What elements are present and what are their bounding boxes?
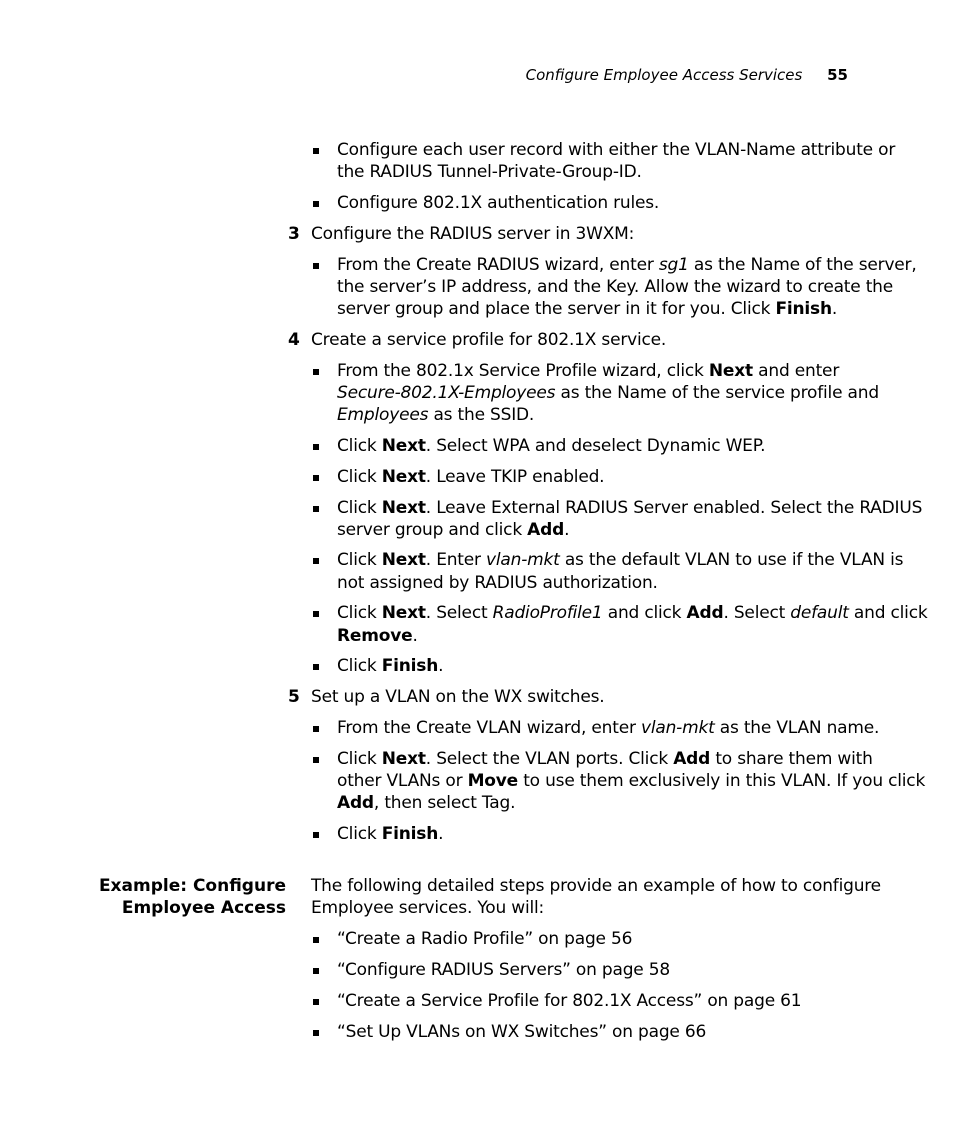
text-line [337,823,443,845]
bullet-icon [313,968,319,974]
italic-term: vlan-mkt [640,718,715,738]
bullet-icon [313,1030,319,1036]
bullet-icon [313,558,319,564]
text-line [337,572,658,594]
text-line [337,192,659,214]
text-run: . Select [723,603,791,623]
text-run: as the SSID. [428,405,535,425]
bullet-icon [313,263,319,269]
text-run: From the Create VLAN wizard, enter [337,718,641,738]
italic-term: default [790,603,849,623]
text-run: Configure 802.1X authentication rules. [337,193,660,213]
text-run: . Select the VLAN ports. Click [425,749,674,769]
text-run: “Create a Service Profile for 802.1X Access” on page 61 [337,991,802,1011]
text-run: server group and place the server in it for you. Click [337,299,776,319]
bold-term: Add [686,603,724,623]
text-line [337,360,839,382]
bullet-icon [313,664,319,670]
bullet-icon [313,201,319,207]
text-line [337,298,837,320]
running-header [526,66,848,84]
bold-term: Add [527,520,565,540]
bullet-icon [313,611,319,617]
text-line [337,435,765,457]
text-run: as the default VLAN to use if the VLAN is [559,550,904,570]
italic-term: Employees [337,405,429,425]
bullet-icon [313,999,319,1005]
text-run: not assigned by RADIUS authorization. [337,573,658,593]
bold-term: Next [381,550,426,570]
italic-term: RadioProfile1 [492,603,603,623]
text-run: Click [337,550,382,570]
text-line [337,602,928,624]
text-line [337,549,903,571]
bullet-icon [313,148,319,154]
text-run: the RADIUS Tunnel-Private-Group-ID. [337,162,642,182]
page-number: 55 [827,66,848,84]
text-run: . Enter [425,550,487,570]
bullet-icon [313,506,319,512]
text-run: Set up a VLAN on the WX switches. [311,687,605,707]
bold-term: Next [708,361,753,381]
text-line [337,404,534,426]
text-run: “Create a Radio Profile” on page 56 [337,929,633,949]
bold-term: Finish [381,656,439,676]
text-run: From the 802.1x Service Profile wizard, click [337,361,709,381]
header-title: Configure Employee Access Services [525,66,803,84]
text-run: to share them with [710,749,873,769]
text-run: other VLANs or [337,771,468,791]
text-run: Configure each user record with either the VLAN-Name attribute or [337,140,896,160]
text-run: Click [337,824,382,844]
bullet-icon [313,937,319,943]
bold-term: Add [337,793,374,813]
step-number: 4 [288,330,300,350]
italic-term: vlan-mkt [486,550,560,570]
text-line [337,466,604,488]
text-run: . [564,520,570,540]
text-run: . Select [425,603,493,623]
text-run: the server’s IP address, and the Key. Allow the wizard to create the [337,277,894,297]
text-line [311,223,634,245]
step-number: 5 [288,687,300,707]
text-run: . [438,656,444,676]
bold-term: Finish [775,299,832,319]
side-heading-line-1: Example: Configure [98,876,286,896]
bold-term: Move [467,771,519,791]
bullet-icon [313,444,319,450]
text-run: Click [337,656,382,676]
text-line [337,625,418,647]
bold-term: Next [381,467,426,487]
text-run: . Select WPA and deselect Dynamic WEP. [425,436,766,456]
text-line [337,655,443,677]
text-run: Employee services. You will: [311,898,545,918]
text-line [311,686,604,708]
text-run: . [438,824,444,844]
text-line [337,254,917,276]
italic-term: sg1 [658,255,689,275]
bullet-icon [313,726,319,732]
text-line [337,382,879,404]
text-line [337,1021,706,1043]
text-line [337,161,642,183]
bold-term: Finish [381,824,439,844]
bullet-icon [313,832,319,838]
text-run: server group and click [337,520,528,540]
text-run: Click [337,498,382,518]
text-run: , then select Tag. [373,793,516,813]
text-run: Configure the RADIUS server in 3WXM: [311,224,635,244]
bullet-icon [313,757,319,763]
step-number: 3 [288,224,300,244]
text-run: Click [337,749,382,769]
side-heading-line-2: Employee Access [121,898,286,918]
text-run: Create a service profile for 802.1X service. [311,330,667,350]
bullet-icon [313,475,319,481]
text-line [337,748,873,770]
text-run: From the Create RADIUS wizard, enter [337,255,659,275]
bold-term: Remove [337,626,413,646]
bullet-icon [313,369,319,375]
text-line [337,928,632,950]
text-run: and click [602,603,687,623]
text-line [337,139,895,161]
text-run: The following detailed steps provide an example of how to configure [311,876,881,896]
text-line [311,875,881,897]
text-run: as the Name of the server, [688,255,917,275]
bold-term: Next [381,603,426,623]
bold-term: Next [381,436,426,456]
text-line [337,717,879,739]
text-run: . Leave TKIP enabled. [425,467,605,487]
italic-term: Secure-802.1X-Employees [337,383,556,403]
text-run: and enter [752,361,840,381]
text-line [337,770,925,792]
text-line [337,959,670,981]
text-line [337,276,893,298]
text-run: Click [337,467,382,487]
text-run: . [412,626,418,646]
text-line [337,792,515,814]
text-run: Click [337,603,382,623]
text-line [311,329,666,351]
text-run: “Set Up VLANs on WX Switches” on page 66 [337,1022,707,1042]
text-run: as the Name of the service profile and [555,383,879,403]
text-run: . Leave External RADIUS Server enabled. Select the RADIUS [425,498,923,518]
text-run: Click [337,436,382,456]
text-line [337,519,569,541]
bold-term: Next [381,749,426,769]
text-run: “Configure RADIUS Servers” on page 58 [337,960,670,980]
bold-term: Add [673,749,711,769]
text-run: to use them exclusively in this VLAN. If you click [518,771,926,791]
text-line [337,497,922,519]
text-run: . [831,299,838,319]
text-run: as the VLAN name. [714,718,880,738]
bold-term: Next [381,498,426,518]
text-line [311,897,544,919]
text-line [337,990,801,1012]
text-run: and click [848,603,928,623]
